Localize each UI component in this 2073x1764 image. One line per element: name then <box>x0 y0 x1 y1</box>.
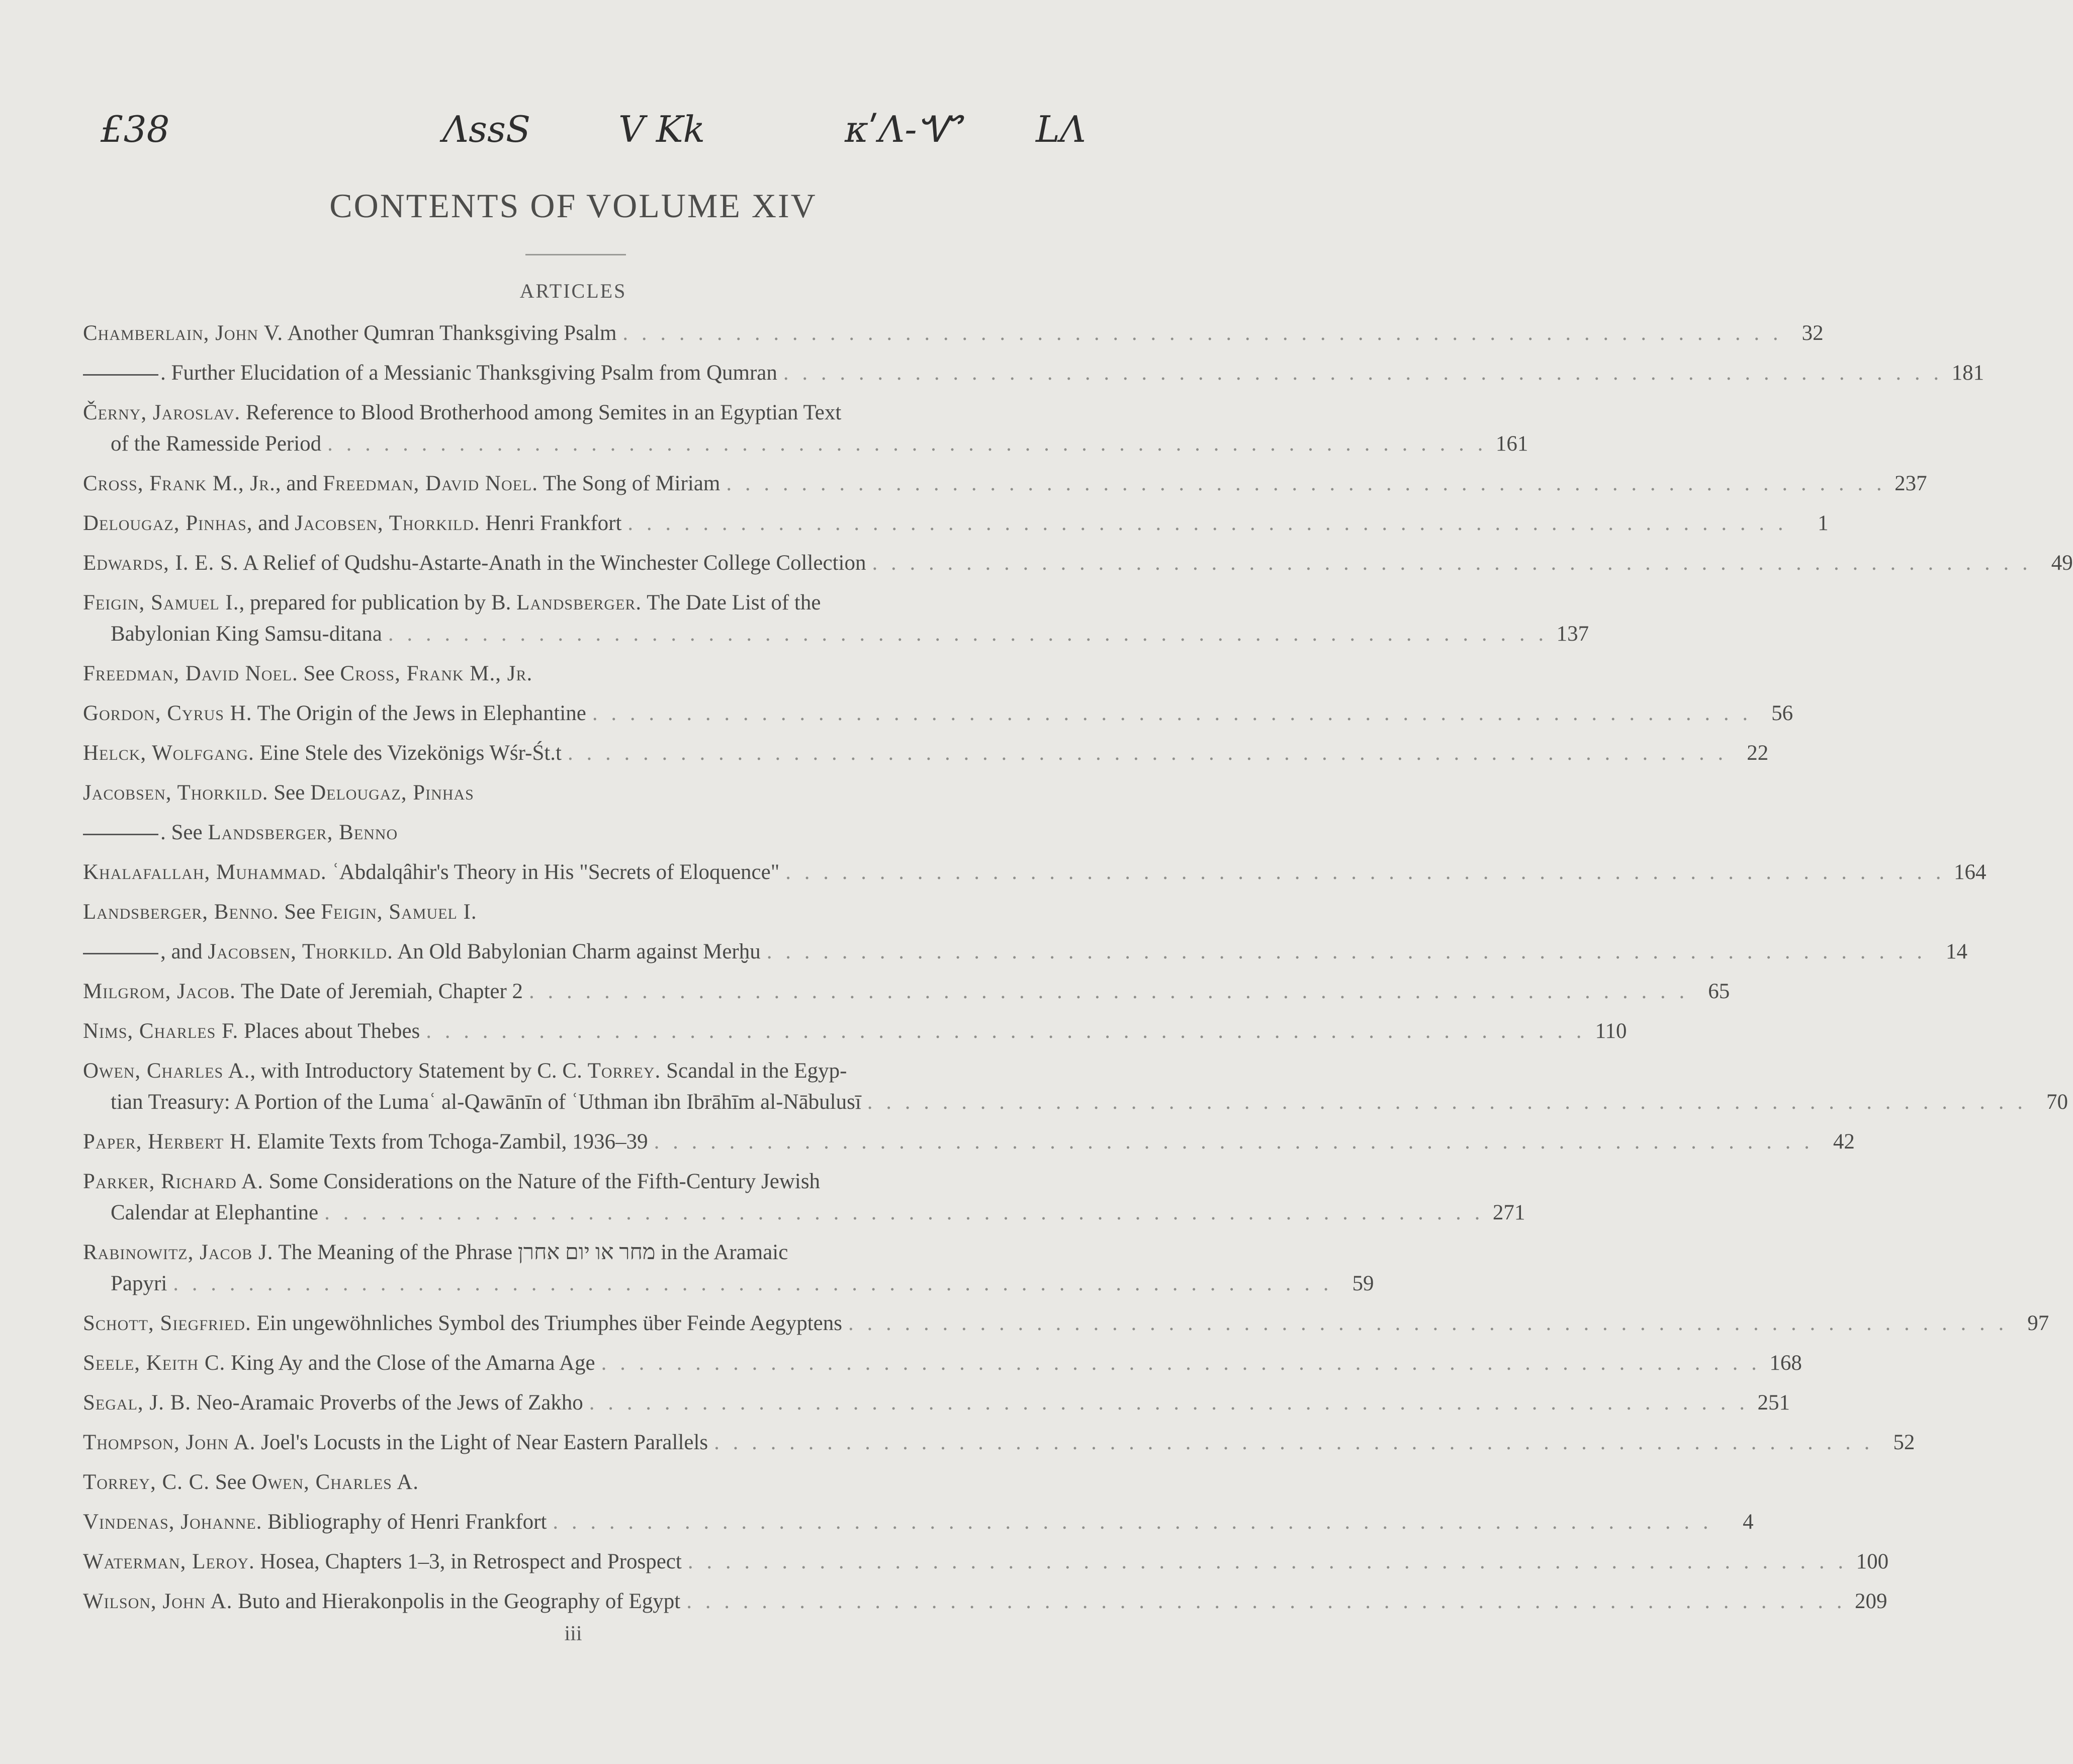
dot-leaders <box>777 358 1949 389</box>
entry-text <box>83 1586 680 1617</box>
author-name: Torrey. <box>587 1059 661 1083</box>
contents-list <box>83 318 2073 1626</box>
entry-text <box>111 428 321 460</box>
title-divider <box>525 254 626 255</box>
page-ref: 110 <box>1595 1019 1627 1043</box>
title-text: Places about Thebes <box>238 1019 420 1043</box>
contents-entry <box>83 1237 1374 1299</box>
entry-line <box>83 738 1769 769</box>
entry-line <box>83 1166 1084 1197</box>
entry-line <box>83 1546 1889 1577</box>
entry-text <box>83 1237 788 1268</box>
title-text: . Further Elucidation of a Messianic Thanksgiving Psalm from Qumran <box>160 361 777 385</box>
entry-text <box>83 1348 595 1379</box>
author-name: Černy, Jaroslav. <box>83 401 241 424</box>
title-text: Ein ungewöhnliches Symbol des Triumphes über Feinde Aegyptens <box>251 1311 842 1335</box>
entry-text <box>83 897 477 928</box>
page-ref: 70 <box>2046 1090 2068 1114</box>
contents-entry <box>83 397 1528 460</box>
dot-leaders <box>682 1546 1853 1577</box>
dot-leaders <box>595 1348 1767 1379</box>
author-name: Nims, Charles F. <box>83 1019 239 1043</box>
page-ref: 65 <box>1708 980 1730 1003</box>
contents-entry <box>83 587 1589 650</box>
author-name: Feigin, Samuel I. <box>83 591 239 614</box>
entry-line <box>83 587 1084 619</box>
title-text: of the Ramesside Period <box>111 432 322 456</box>
handwritten-note: κʹΛ-Ꮙ <box>845 108 960 150</box>
title-text: The Date List of the <box>642 591 821 614</box>
author-name: Landsberger. <box>516 591 642 614</box>
dot-leaders <box>616 318 1788 349</box>
entry-line <box>83 1087 2068 1118</box>
entry-text <box>111 1197 318 1228</box>
entry-line <box>83 698 1793 729</box>
title-text: Babylonian King Samsu-ditana <box>111 622 382 646</box>
page-ref: 209 <box>1854 1590 1887 1613</box>
dot-leaders <box>866 548 2037 579</box>
dot-leaders <box>621 508 1793 539</box>
dot-leaders <box>586 698 1758 729</box>
author-name: Owen, Charles A. <box>83 1059 250 1083</box>
entry-line <box>83 468 1927 499</box>
dot-leaders <box>583 1387 1755 1419</box>
contents-entry <box>83 1016 1627 1047</box>
author-name: Torrey, C. C. <box>83 1470 210 1494</box>
entry-line <box>83 857 1987 888</box>
entry-text <box>83 468 720 499</box>
title-text: Reference to Blood Brotherhood among Semites in an Egyptian Text <box>240 401 842 424</box>
entry-line <box>83 1055 1084 1087</box>
title-text: See <box>279 900 321 924</box>
contents-entry <box>83 897 1084 928</box>
author-name: Vindenas, Johanne. <box>83 1510 262 1534</box>
entry-line <box>83 1467 1084 1498</box>
handwritten-annotations <box>0 108 1146 168</box>
contents-entry <box>83 1126 1855 1158</box>
page-ref: 168 <box>1769 1351 1802 1375</box>
author-name: Freedman, David Noel. <box>323 472 538 495</box>
author-name: Segal, J. B. <box>83 1391 192 1415</box>
dot-leaders <box>321 428 1493 460</box>
dot-leaders <box>167 1268 1338 1299</box>
title-text: , with Introductory Statement by C. C. <box>250 1059 588 1083</box>
author-name: Khalafallah, Muhammad. <box>83 860 327 884</box>
author-name: Thompson, John A. <box>83 1431 256 1454</box>
title-text: A Relief of Qudshu-Astarte-Anath in the Winchester College Collection <box>238 551 866 575</box>
section-heading: ARTICLES <box>519 280 627 302</box>
title-text: The Date of Jeremiah, Chapter 2 <box>235 980 523 1003</box>
entry-line <box>83 658 1084 689</box>
entry-text <box>83 1546 682 1577</box>
contents-entry <box>83 698 1793 729</box>
contents-entry <box>83 738 1769 769</box>
entry-text <box>111 1087 861 1118</box>
dot-leaders <box>382 619 1554 650</box>
contents-entry <box>83 1348 1802 1379</box>
title-text: The Origin of the Jews in Elephantine <box>252 701 586 725</box>
entry-text <box>83 1387 583 1419</box>
entry-text <box>83 587 821 619</box>
entry-text <box>83 658 532 689</box>
entry-line <box>83 428 1528 460</box>
contents-entry <box>83 358 1985 389</box>
entry-text <box>83 777 474 809</box>
entry-line <box>83 976 1730 1007</box>
handwritten-note: £38 <box>101 108 170 150</box>
author-name: Delougaz, Pinhas <box>310 781 474 805</box>
page-ref: 32 <box>1801 321 1824 345</box>
author-name: Paper, Herbert H. <box>83 1130 252 1154</box>
entry-line <box>83 1197 1525 1228</box>
entry-line <box>83 1427 1915 1458</box>
entry-text <box>83 1427 708 1458</box>
author-name: Chamberlain, John V. <box>83 321 284 345</box>
dot-leaders <box>523 976 1694 1007</box>
contents-entry <box>83 1308 2049 1339</box>
page-ref: 164 <box>1954 860 1987 884</box>
entry-line <box>83 817 1084 848</box>
title-text: , prepared for publication by B. <box>239 591 517 614</box>
entry-text <box>83 318 616 349</box>
page-ref: 251 <box>1757 1391 1790 1415</box>
contents-entry <box>83 976 1730 1007</box>
page-ref: 97 <box>2027 1311 2049 1335</box>
dot-leaders <box>708 1427 1879 1458</box>
dot-leaders <box>680 1586 1852 1617</box>
page-ref: 14 <box>1945 940 1967 963</box>
title-text: Elamite Texts from Tchoga-Zambil, 1936–39 <box>251 1130 648 1154</box>
entry-text <box>83 936 761 967</box>
title-text: Some Considerations on the Nature of the Fifth-Century Jewish <box>263 1170 821 1193</box>
page-ref: 56 <box>1771 701 1793 725</box>
title-text: . See <box>160 821 208 844</box>
author-name: Schott, Siegfried. <box>83 1311 251 1335</box>
page-title: CONTENTS OF VOLUME XIV <box>329 187 817 225</box>
entry-line <box>83 1387 1790 1419</box>
author-name: Edwards, I. E. S. <box>83 551 239 575</box>
title-text: Neo-Aramaic Proverbs of the Jews of Zakho <box>191 1391 583 1415</box>
title-text: Hosea, Chapters 1–3, in Retrospect and Prospect <box>254 1550 682 1573</box>
author-name: Landsberger, Benno <box>208 821 398 844</box>
page-ref: 100 <box>1856 1550 1889 1573</box>
author-name: Delougaz, Pinhas, <box>83 511 253 535</box>
entry-text <box>83 508 621 539</box>
contents-entry <box>83 857 1987 888</box>
contents-entry <box>83 1427 1915 1458</box>
contents-entry <box>83 468 1927 499</box>
dot-leaders <box>842 1308 2014 1339</box>
page-ref: 237 <box>1895 472 1927 495</box>
author-name: Jacobsen, Thorkild. <box>83 781 268 805</box>
contents-entry <box>83 1586 1887 1617</box>
dot-leaders <box>779 857 1951 888</box>
author-name: Waterman, Leroy. <box>83 1550 255 1573</box>
dot-leaders <box>761 936 1932 967</box>
entry-line <box>83 1507 1754 1538</box>
page-ref: 59 <box>1352 1272 1374 1295</box>
dot-leaders <box>861 1087 2033 1118</box>
ditto-dash <box>83 953 158 954</box>
page-number: iii <box>564 1622 582 1645</box>
author-name: Milgrom, Jacob. <box>83 980 236 1003</box>
entry-line <box>83 1016 1627 1047</box>
title-text: See <box>268 781 311 805</box>
entry-text <box>83 1467 419 1498</box>
contents-entry <box>83 548 2073 579</box>
handwritten-note: LΛ <box>1036 108 1086 150</box>
entry-text <box>111 1268 167 1299</box>
entry-line <box>83 897 1084 928</box>
dot-leaders <box>318 1197 1490 1228</box>
title-text: See <box>298 662 340 685</box>
author-name: Landsberger, Benno. <box>83 900 279 924</box>
contents-entry <box>83 508 1829 539</box>
entry-line <box>83 1348 1802 1379</box>
entry-text <box>83 1166 820 1197</box>
entry-text <box>83 548 866 579</box>
page-ref: 161 <box>1495 432 1528 456</box>
entry-text <box>83 1055 847 1087</box>
ditto-dash <box>83 374 158 376</box>
entry-line <box>83 1586 1887 1617</box>
entry-text <box>83 1016 420 1047</box>
entry-text <box>83 358 777 389</box>
author-name: Jacobsen, Thorkild. <box>208 940 393 963</box>
title-text: Henri Frankfort <box>480 511 622 535</box>
page-ref: 181 <box>1951 361 1985 385</box>
author-name: Jacobsen, Thorkild. <box>295 511 480 535</box>
handwritten-note: V Kk <box>618 108 705 150</box>
author-name: Seele, Keith C. <box>83 1351 226 1375</box>
entry-line <box>83 777 1084 809</box>
entry-text <box>83 857 779 888</box>
title-text: , and <box>275 472 323 495</box>
contents-entry <box>83 318 1824 349</box>
entry-text <box>111 619 382 650</box>
contents-entry <box>83 1387 1790 1419</box>
entry-line <box>83 936 1967 967</box>
author-name: Owen, Charles A. <box>251 1470 419 1494</box>
entry-line <box>83 318 1824 349</box>
page-ref: 4 <box>1743 1510 1754 1534</box>
title-text: , and <box>160 940 208 963</box>
title-text: King Ay and the Close of the Amarna Age <box>225 1351 595 1375</box>
page-ref: 1 <box>1818 511 1829 535</box>
contents-entry <box>83 777 1084 809</box>
contents-entry <box>83 1055 2068 1118</box>
title-text: Papyri <box>111 1272 167 1295</box>
title-text: Another Qumran Thanksgiving Psalm <box>283 321 617 345</box>
title-text: ʿAbdalqâhir's Theory in His "Secrets of Eloquence" <box>326 860 780 884</box>
handwritten-note: ΛѕѕЅ <box>442 108 531 150</box>
ditto-dash <box>83 834 158 835</box>
dot-leaders <box>720 468 1891 499</box>
title-text: The Meaning of the Phrase מחר או יום אחרן in the Aramaic <box>273 1241 788 1264</box>
author-name: Helck, Wolfgang. <box>83 741 254 765</box>
title-text: Calendar at Elephantine <box>111 1201 319 1224</box>
author-name: Feigin, Samuel I. <box>321 900 477 924</box>
contents-entry <box>83 817 1084 848</box>
author-name: Rabinowitz, Jacob J. <box>83 1241 274 1264</box>
entry-text <box>83 976 523 1007</box>
author-name: Wilson, John A. <box>83 1590 233 1613</box>
author-name: Gordon, Cyrus H. <box>83 701 252 725</box>
entry-text <box>83 397 841 428</box>
title-text: Eine Stele des Vizekönigs Wśr-Śt.t <box>254 741 562 765</box>
entry-line <box>83 508 1829 539</box>
entry-text <box>83 817 398 848</box>
entry-text <box>83 698 586 729</box>
title-text: tian Treasury: A Portion of the Lumaʿ al-Qawānīn of ʿUthman ibn Ibrāhīm al-Nābulusī <box>111 1090 861 1114</box>
entry-line <box>83 397 1084 428</box>
title-text: Bibliography of Henri Frankfort <box>262 1510 547 1534</box>
page-ref: 49 <box>2051 551 2073 575</box>
title-text: An Old Babylonian Charm against Merḫu <box>393 940 761 963</box>
entry-line <box>83 1237 1084 1268</box>
contents-entry <box>83 936 1967 967</box>
entry-line <box>83 1126 1855 1158</box>
page-ref: 52 <box>1893 1431 1915 1454</box>
dot-leaders <box>420 1016 1591 1047</box>
dot-leaders <box>648 1126 1820 1158</box>
entry-text <box>83 1507 547 1538</box>
title-text: The Song of Miriam <box>538 472 720 495</box>
title-text: Buto and Hierakonpolis in the Geography of Egypt <box>232 1590 681 1613</box>
entry-text <box>83 1308 842 1339</box>
dot-leaders <box>547 1507 1718 1538</box>
entry-line <box>83 548 2073 579</box>
page-ref: 42 <box>1833 1130 1855 1154</box>
dot-leaders <box>562 738 1733 769</box>
page-ref: 137 <box>1556 622 1589 646</box>
entry-line <box>83 619 1589 650</box>
page-ref: 22 <box>1747 741 1769 765</box>
contents-entry <box>83 1166 1525 1228</box>
entry-line <box>83 358 1985 389</box>
title-text: See <box>210 1470 252 1494</box>
author-name: Cross, Frank M., Jr. <box>340 662 533 685</box>
page-ref: 271 <box>1492 1201 1525 1224</box>
title-text: Joel's Locusts in the Light of Near Eastern Parallels <box>255 1431 708 1454</box>
entry-text <box>83 1126 648 1158</box>
contents-entry <box>83 1467 1084 1498</box>
author-name: Freedman, David Noel. <box>83 662 298 685</box>
title-text: Scandal in the Egyp- <box>661 1059 847 1083</box>
entry-text <box>83 738 562 769</box>
author-name: Cross, Frank M., Jr. <box>83 472 276 495</box>
contents-entry <box>83 658 1084 689</box>
author-name: Parker, Richard A. <box>83 1170 263 1193</box>
contents-entry <box>83 1546 1889 1577</box>
entry-line <box>83 1268 1374 1299</box>
title-text: and <box>252 511 295 535</box>
entry-line <box>83 1308 2049 1339</box>
contents-entry <box>83 1507 1754 1538</box>
